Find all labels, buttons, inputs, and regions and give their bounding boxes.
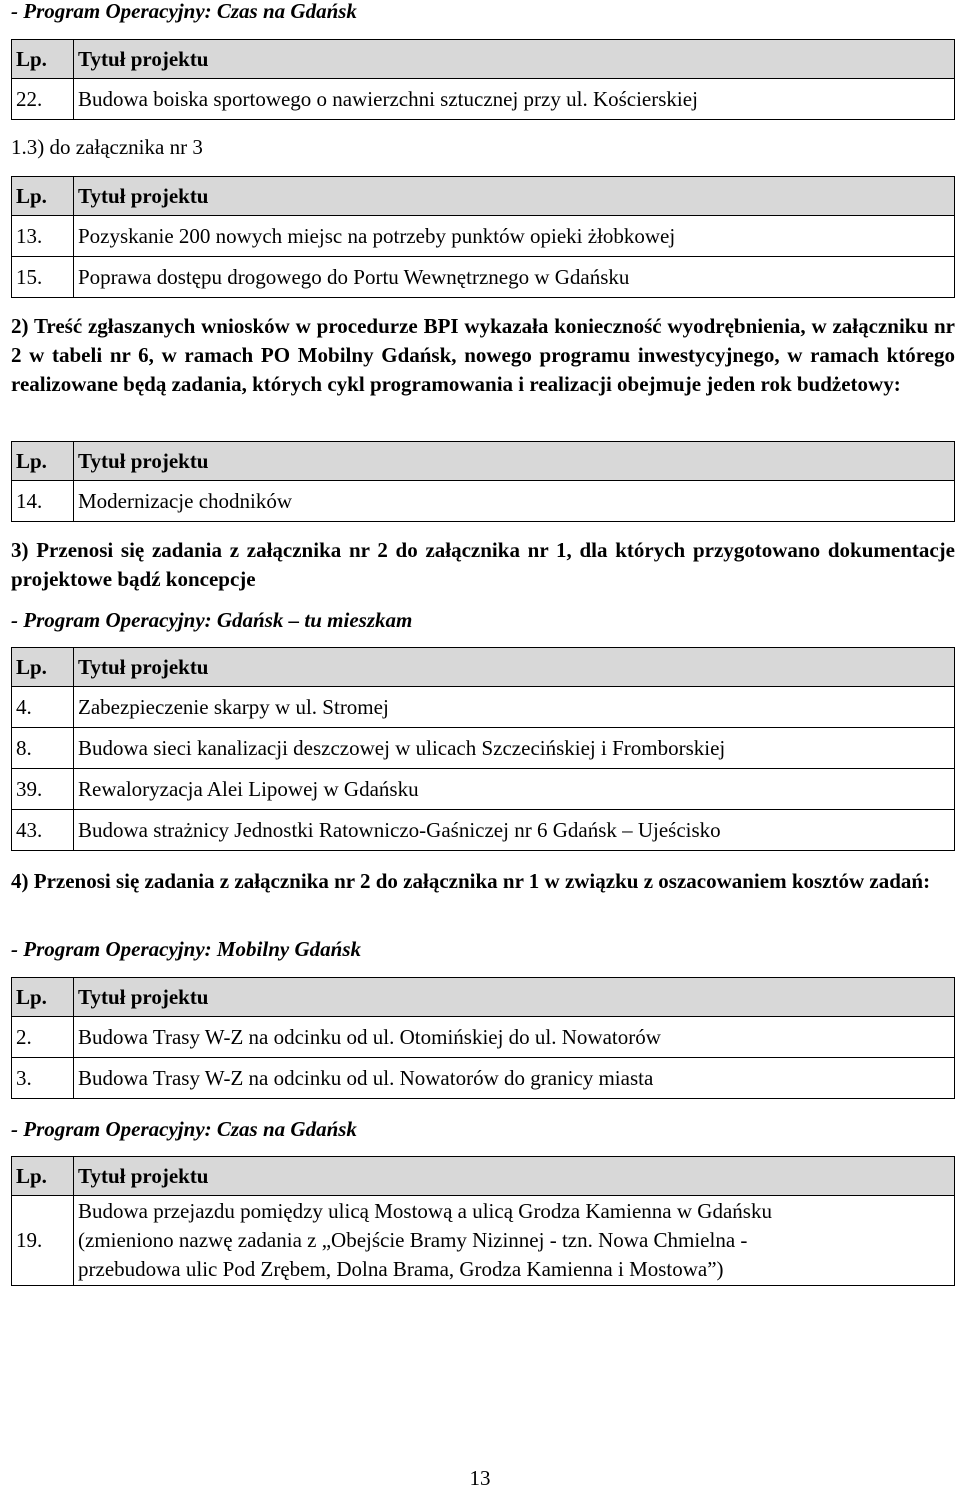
- table-a: [11, 39, 955, 120]
- table-row: 4. Zabezpieczenie skarpy w ul. Stromej: [12, 687, 955, 728]
- table-row: 13. Pozyskanie 200 nowych miejsc na potrzeby punktów opieki żłobkowej: [12, 216, 955, 257]
- page-number: 13: [469, 1466, 491, 1490]
- table-row: 43. Budowa strażnicy Jednostki Ratowniczo-Gaśniczej nr 6 Gdańsk – Ujeścisko: [12, 810, 955, 851]
- table-f: Lp. Tytuł projektu 19. Budowa przejazdu pomiędzy ulicą Mostową a ulicą Grodza Kamienna w Gdańsku (zmieniono nazwę zadania z „Obejście Bramy Nizinnej - tzn. Nowa Chmielna - przebudowa ulic Pod Zrębem, Dolna Brama, Grodza Kamienna i Mostowa”): [11, 1156, 955, 1286]
- table-row: 15. Poprawa dostępu drogowego do Portu Wewnętrznego w Gdańsku: [12, 257, 955, 298]
- program-heading-tu-mieszkam: - Program Operacyjny: Gdańsk – tu mieszkam: [11, 608, 413, 632]
- table-row: 3. Budowa Trasy W-Z na odcinku od ul. Nowatorów do granicy miasta: [12, 1058, 955, 1099]
- table-row: 39. Rewaloryzacja Alei Lipowej w Gdańsku: [12, 769, 955, 810]
- table-c: Lp. Tytuł projektu 14. Modernizacje chodników: [11, 441, 955, 522]
- section-3-heading: 3) Przenosi się zadania z załącznika nr 2 do załącznika nr 1, dla których przygotowano dokumentacje projektowe bądź koncepcje: [11, 538, 955, 591]
- program-heading-czas: - Program Operacyjny: Czas na Gdańsk: [11, 0, 357, 23]
- section-2-heading: 2) Treść zgłaszanych wniosków w procedurze BPI wykazała konieczność wyodrębnienia, w załączniku nr 2 w tabeli nr 6, w ramach PO Mobilny Gdańsk, nowego programu inwestycyjnego, w ramach którego realizowane będą zadania, których cykl programowania i realizacji obejmuje jeden rok budżetowy:: [11, 314, 955, 396]
- table-e: Lp. Tytuł projektu 2. Budowa Trasy W-Z na odcinku od ul. Otomińskiej do ul. Nowatorów 3. Budowa Trasy W-Z na odcinku od ul. Nowatorów do granicy miasta: [11, 977, 955, 1099]
- program-heading-czas-2: - Program Operacyjny: Czas na Gdańsk: [11, 1117, 357, 1141]
- table-row: 8. Budowa sieci kanalizacji deszczowej w ulicach Szczecińskiej i Fromborskiej: [12, 728, 955, 769]
- table-row: 22. Budowa boiska sportowego o nawierzchni sztucznej przy ul. Kościerskiej: [12, 79, 955, 120]
- section-4-heading: 4) Przenosi się zadania z załącznika nr 2 do załącznika nr 1 w związku z oszacowaniem kosztów zadań:: [11, 869, 931, 893]
- col-title: Tytuł projektu: [74, 40, 955, 79]
- subsection-1-3: 1.3) do załącznika nr 3: [11, 135, 203, 159]
- table-row: 14. Modernizacje chodników: [12, 481, 955, 522]
- table-d: Lp. Tytuł projektu 4. Zabezpieczenie skarpy w ul. Stromej 8. Budowa sieci kanalizacji deszczowej w ulicach Szczecińskiej i Fromborskiej 39. Rewaloryzacja Alei Lipowej w Gdańsku 43. Budowa strażnicy Jednostki Ratowniczo-Gaśniczej nr 6 Gdańsk – Ujeścisko: [11, 647, 955, 851]
- table-row: 2. Budowa Trasy W-Z na odcinku od ul. Otomińskiej do ul. Nowatorów: [12, 1017, 955, 1058]
- table-row: 19. Budowa przejazdu pomiędzy ulicą Mostową a ulicą Grodza Kamienna w Gdańsku (zmieniono nazwę zadania z „Obejście Bramy Nizinnej - tzn. Nowa Chmielna - przebudowa ulic Pod Zrębem, Dolna Brama, Grodza Kamienna i Mostowa”): [12, 1196, 955, 1286]
- program-heading-mobilny: - Program Operacyjny: Mobilny Gdańsk: [11, 937, 361, 961]
- col-lp: Lp.: [12, 40, 74, 79]
- table-b: Lp. Tytuł projektu 13. Pozyskanie 200 nowych miejsc na potrzeby punktów opieki żłobkowej 15. Poprawa dostępu drogowego do Portu Wewnętrznego w Gdańsku: [11, 176, 955, 298]
